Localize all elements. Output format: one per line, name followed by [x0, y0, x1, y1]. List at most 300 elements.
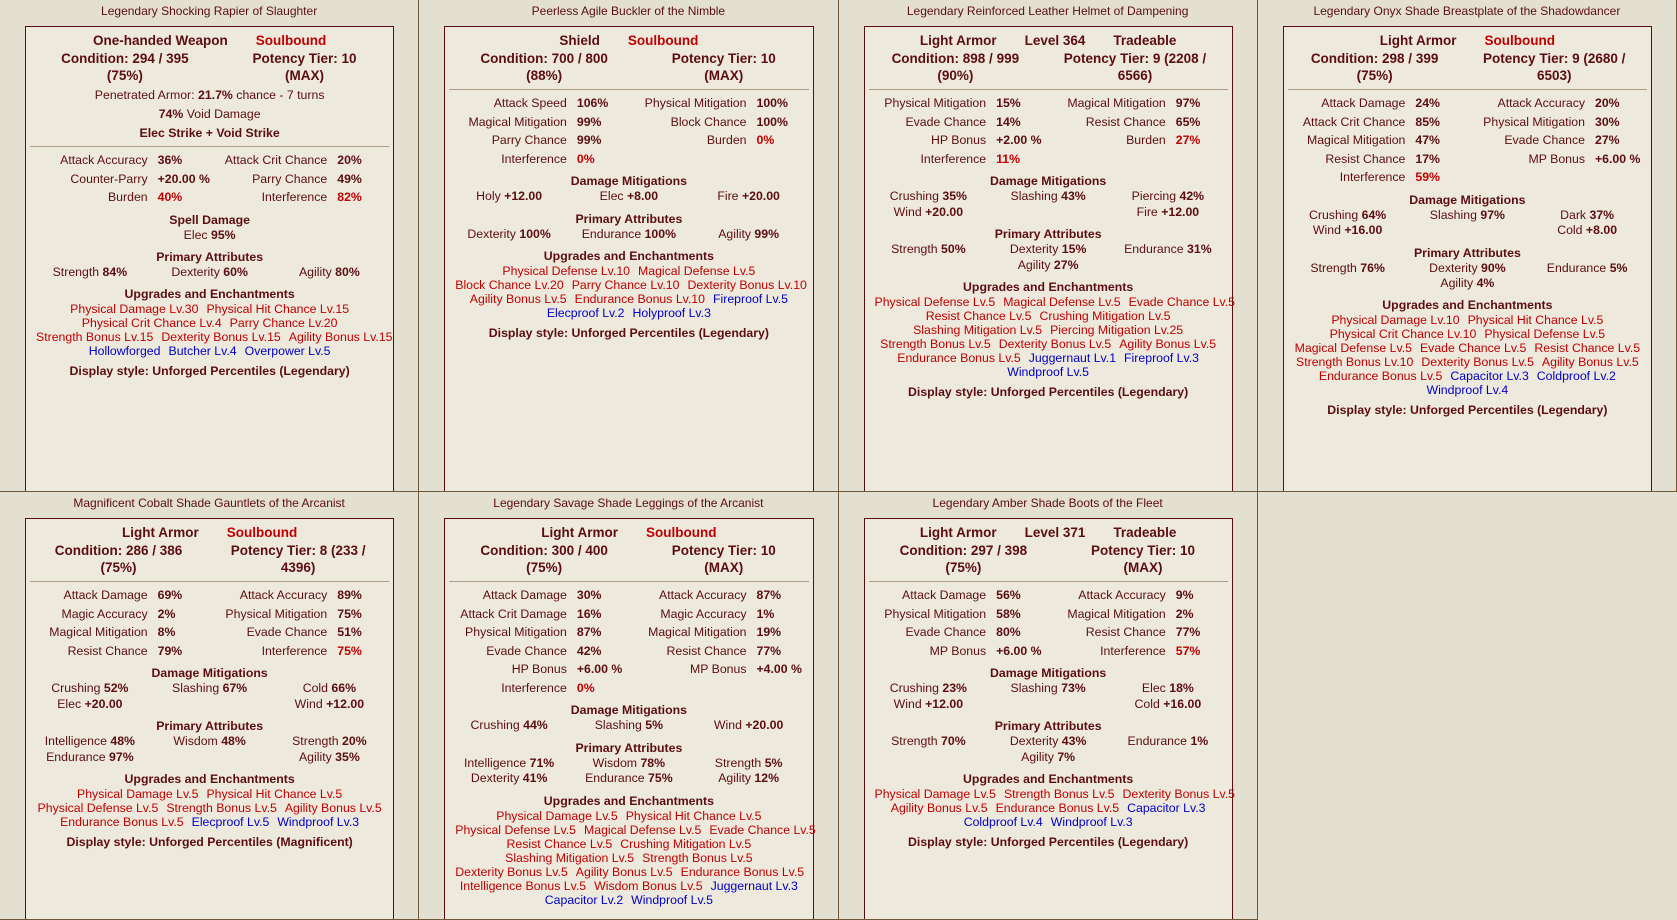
attribute-value: 80% — [335, 264, 360, 279]
enchant-item: Butcher Lv.4 — [168, 344, 237, 358]
enchant-item: Piercing Mitigation Lv.25 — [1050, 322, 1184, 337]
enchant-item: Dexterity Bonus Lv.10 — [687, 278, 807, 292]
stat-label: Attack Crit Chance — [224, 153, 328, 167]
attribute-cell: Crushing 35% — [889, 189, 967, 203]
enchant-row — [869, 323, 1228, 337]
attribute-value: 18% — [1169, 681, 1194, 695]
attribute-row — [449, 227, 808, 243]
stat-label: Magic Accuracy — [61, 606, 148, 621]
attribute-cell: Wind +20.00 — [713, 718, 784, 732]
attribute-cell: Endurance 5% — [1546, 260, 1628, 275]
enchant-item: Agility Bonus Lv.5 — [284, 801, 382, 815]
divider — [1288, 89, 1647, 90]
stat-value: +20.00 % — [157, 171, 210, 186]
stats-table — [869, 96, 1228, 167]
attribute-cell: Slashing 43% — [1010, 189, 1086, 203]
display-style: Display style: Unforged Percentiles (Legendary) — [1327, 403, 1608, 417]
attribute-cell: Fire +20.00 — [717, 189, 780, 203]
enchant-item: Windproof Lv.5 — [631, 892, 713, 907]
stat-label: Burden — [1126, 133, 1166, 147]
enchant-row — [449, 851, 808, 865]
item-title: Peerless Agile Buckler of the Nimble — [531, 4, 726, 18]
enchant-item: Physical Defense Lv.5 — [37, 801, 159, 815]
enchant-item: Hollowforged — [88, 344, 161, 358]
attribute-value: 50% — [941, 242, 966, 256]
attribute-value: 67% — [222, 681, 248, 695]
enchant-item: Endurance Bonus Lv.5 — [995, 800, 1120, 815]
stat-value: 99% — [576, 114, 602, 129]
attribute-value: 97% — [1480, 207, 1505, 222]
stat-value: 40% — [157, 190, 183, 204]
stats-table — [869, 588, 1228, 659]
attribute-value: 64% — [1361, 207, 1387, 222]
enchant-item: Strength Bonus Lv.15 — [36, 330, 154, 344]
empty-panel — [1258, 492, 1677, 920]
item-type: Shield — [559, 33, 600, 48]
item-type: Light Armor — [1379, 33, 1457, 48]
enchant-item: Intelligence Bonus Lv.5 — [459, 878, 587, 893]
attribute-row — [1288, 223, 1647, 239]
attribute-value: 1% — [1190, 734, 1209, 748]
enchant-item: Physical Damage Lv.30 — [70, 302, 199, 316]
attribute-value: 42% — [1179, 189, 1205, 203]
attribute-value: +20.00 — [925, 204, 964, 219]
section-title: Upgrades and Enchantments — [124, 772, 295, 786]
attribute-cell: Agility 80% — [298, 264, 360, 279]
item-header — [30, 31, 389, 50]
attribute-cell: Holy +12.00 — [476, 189, 543, 203]
attribute-cell: Agility 35% — [298, 749, 360, 764]
attribute-cell: Wisdom 48% — [173, 734, 246, 748]
enchant-item: Physical Crit Chance Lv.4 — [81, 316, 222, 330]
stat-label — [1467, 170, 1595, 186]
stat-value: 2% — [1175, 606, 1194, 621]
item-status: Soulbound — [646, 525, 717, 540]
attribute-line: Elec 95% — [183, 227, 236, 242]
enchant-item: Strength Bonus Lv.5 — [166, 801, 277, 815]
stat-label: MP Bonus — [929, 643, 987, 658]
divider — [30, 581, 389, 582]
item-card — [864, 518, 1236, 919]
attribute-cell: Elec +8.00 — [599, 189, 659, 203]
enchant-row — [869, 801, 1228, 815]
stat-label: Physical Mitigation — [465, 625, 567, 639]
stat-value: 87% — [576, 625, 602, 639]
attribute-value: +20.00 — [745, 718, 784, 732]
item-status: Soulbound — [627, 33, 699, 48]
stat-label: Evade Chance — [486, 643, 567, 658]
stat-label: Interference — [501, 680, 567, 695]
attribute-value: 7% — [1057, 749, 1076, 764]
stat-value: 27% — [1175, 133, 1201, 147]
divider — [869, 581, 1228, 582]
condition-text: Condition: 297 / 398 (75%) — [899, 543, 1028, 575]
enchant-item: Endurance Bonus Lv.5 — [680, 864, 805, 879]
section-title: Damage Mitigations — [570, 174, 687, 188]
enchant-item: Capacitor Lv.3 — [1127, 800, 1206, 815]
item-type: One-handed Weapon — [93, 33, 228, 48]
item-panel — [0, 492, 419, 920]
attribute-cell: Elec 18% — [1141, 681, 1194, 695]
attribute-cell: Endurance 1% — [1127, 734, 1209, 748]
enchant-item: Physical Hit Chance Lv.5 — [1467, 313, 1604, 327]
enchant-row — [30, 815, 389, 829]
stat-label: Attack Accuracy — [1078, 588, 1166, 602]
enchant-item: Strength Bonus Lv.5 — [1003, 786, 1115, 801]
potency-text: Potency Tier: 10 (MAX) — [671, 543, 776, 575]
attribute-row — [449, 756, 808, 772]
stats-table — [30, 588, 389, 659]
stat-label: Interference — [920, 151, 987, 166]
enchant-item: Physical Defense Lv.5 — [874, 294, 996, 309]
enchant-item: Physical Hit Chance Lv.5 — [625, 808, 762, 823]
item-card — [444, 518, 816, 919]
stat-value: 100% — [756, 96, 788, 110]
section-title: Upgrades and Enchantments — [1382, 298, 1553, 312]
item-status: Soulbound — [255, 33, 327, 48]
enchant-item: Parry Chance Lv.20 — [229, 316, 338, 330]
stat-value: 15% — [996, 96, 1021, 110]
attribute-cell: Dexterity 60% — [171, 264, 248, 279]
stat-label: Evade Chance — [246, 625, 328, 639]
attribute-row — [869, 734, 1228, 750]
enchant-row — [30, 801, 389, 815]
stat-label: Resist Chance — [1085, 625, 1166, 639]
item-condition-row — [1288, 50, 1647, 84]
stat-value: 65% — [1175, 114, 1201, 129]
item-header — [869, 523, 1228, 542]
stat-label: Magical Mitigation — [1067, 96, 1166, 110]
condition-text: Condition: 700 / 800 (88%) — [480, 51, 608, 83]
stat-value: +6.00 % — [1595, 151, 1641, 166]
item-status: Tradeable — [1113, 33, 1177, 48]
enchant-row — [1288, 355, 1647, 369]
attribute-cell — [1408, 223, 1528, 239]
stat-value: 100% — [756, 114, 788, 129]
item-effect-line: Penetrated Armor: 21.7% chance - 7 turns — [94, 88, 325, 102]
stats-table — [449, 588, 808, 696]
enchant-row — [449, 822, 816, 837]
attribute-value: 52% — [103, 681, 129, 695]
stat-label: Interference — [261, 643, 328, 658]
effect-value: Elec Strike + Void Strike — [139, 126, 280, 140]
stat-value — [757, 681, 809, 697]
attribute-value: 43% — [1061, 189, 1086, 203]
stat-value: 17% — [1415, 151, 1440, 166]
attribute-cell: Intelligence 71% — [463, 755, 555, 770]
attribute-value: 84% — [102, 264, 128, 279]
section-title: Upgrades and Enchantments — [543, 249, 714, 263]
attribute-cell: Dexterity 90% — [1429, 260, 1506, 275]
enchant-item: Physical Damage Lv.10 — [1331, 313, 1460, 327]
stat-label: MP Bonus — [689, 662, 747, 676]
item-title: Magnificent Cobalt Shade Gauntlets of the Arcanist — [73, 496, 345, 510]
enchant-item: Endurance Bonus Lv.5 — [60, 815, 184, 829]
enchant-item: Evade Chance Lv.5 — [709, 822, 816, 837]
display-style: Display style: Unforged Percentiles (Legendary) — [69, 364, 350, 378]
enchant-row — [449, 879, 808, 893]
section-title: Upgrades and Enchantments — [963, 279, 1134, 294]
enchant-item: Endurance Bonus Lv.10 — [574, 292, 705, 306]
enchant-item: Juggernaut Lv.3 — [710, 878, 798, 893]
attribute-cell: Strength 50% — [891, 242, 966, 256]
section-title: Primary Attributes — [575, 211, 683, 226]
enchant-item: Evade Chance Lv.5 — [1128, 294, 1236, 309]
stat-value: 11% — [996, 151, 1021, 166]
stat-value: 1% — [756, 606, 775, 621]
stat-value: 79% — [157, 643, 183, 658]
attribute-value: +12.00 — [504, 189, 543, 203]
stat-label — [629, 681, 757, 697]
potency-text: Potency Tier: 9 (2208 / 6566) — [1063, 51, 1207, 83]
enchant-row — [449, 292, 808, 306]
divider — [869, 89, 1228, 90]
attribute-value: 41% — [522, 771, 548, 785]
attribute-cell: Crushing 44% — [470, 718, 548, 732]
stat-label: Attack Accuracy — [1497, 96, 1585, 110]
attribute-row — [869, 189, 1228, 205]
attribute-line: Agility 4% — [1440, 276, 1495, 290]
stat-value: 9% — [1175, 588, 1194, 602]
enchant-row — [449, 893, 808, 907]
stat-label: Counter-Parry — [70, 171, 148, 186]
enchant-item: Magical Defense Lv.5 — [638, 264, 756, 278]
enchant-item: Agility Bonus Lv.5 — [575, 864, 673, 879]
stat-label: Magical Mitigation — [468, 114, 567, 129]
attribute-value: 100% — [644, 226, 677, 241]
attribute-value: 37% — [1589, 207, 1615, 222]
item-header — [869, 31, 1228, 50]
display-style: Display style: Unforged Percentiles (Legendary) — [488, 326, 769, 340]
enchant-item: Slashing Mitigation Lv.5 — [505, 850, 635, 865]
attribute-value: +8.00 — [1585, 223, 1618, 237]
enchant-row — [30, 316, 389, 330]
enchant-item: Physical Damage Lv.5 — [874, 786, 996, 801]
stat-value: 51% — [337, 625, 362, 639]
section-title: Primary Attributes — [156, 719, 264, 733]
potency-text: Potency Tier: 10 (MAX) — [252, 51, 357, 83]
enchant-item: Agility Bonus Lv.15 — [288, 330, 393, 344]
stat-label: Resist Chance — [1085, 114, 1166, 129]
section-title: Damage Mitigations — [1409, 192, 1526, 207]
enchant-row — [869, 815, 1228, 829]
attribute-value: +16.00 — [1163, 696, 1202, 711]
stat-value: 69% — [157, 588, 183, 602]
attribute-value: +12.00 — [326, 696, 365, 711]
display-style: Display style: Unforged Percentiles (Legendary) — [908, 834, 1189, 849]
section-title: Primary Attributes — [994, 227, 1102, 241]
attribute-row — [1288, 261, 1647, 277]
item-condition-row — [869, 50, 1228, 84]
attribute-row — [449, 771, 808, 787]
attribute-value: 15% — [1061, 242, 1087, 256]
attribute-cell: Elec +20.00 — [57, 696, 123, 711]
stat-value: +2.00 % — [996, 133, 1042, 147]
enchant-item: Coldproof Lv.2 — [1536, 369, 1616, 383]
attribute-cell: Strength 76% — [1310, 260, 1385, 275]
condition-text: Condition: 294 / 395 (75%) — [61, 51, 189, 83]
enchant-item: Windproof Lv.3 — [1050, 814, 1133, 829]
stat-value: 89% — [337, 588, 362, 602]
enchant-item: Dexterity Bonus Lv.5 — [455, 864, 568, 879]
stat-label: Physical Mitigation — [1483, 114, 1585, 129]
stat-value — [757, 152, 809, 168]
enchant-item: Resist Chance Lv.5 — [506, 836, 613, 851]
enchant-row — [869, 294, 1236, 309]
potency-text: Potency Tier: 9 (2680 / 6503) — [1483, 51, 1626, 83]
stat-label: Attack Damage — [63, 588, 148, 602]
divider — [449, 581, 808, 582]
attribute-value: 97% — [109, 749, 134, 764]
stat-value: 36% — [157, 153, 183, 167]
stat-label: Burden — [706, 133, 747, 147]
stat-value: 87% — [756, 588, 782, 602]
stat-label: Magical Mitigation — [1306, 133, 1406, 147]
attribute-cell: Wind +16.00 — [1312, 223, 1383, 237]
enchant-item: Windproof Lv.4 — [1426, 383, 1509, 397]
attribute-cell — [988, 205, 1108, 221]
stat-value: 57% — [1175, 643, 1201, 658]
attribute-cell: Crushing 52% — [51, 681, 129, 695]
item-title: Legendary Amber Shade Boots of the Fleet — [932, 496, 1163, 510]
attribute-value: 70% — [941, 734, 966, 748]
section-title: Damage Mitigations — [990, 666, 1107, 680]
attribute-value: 100% — [519, 226, 551, 241]
stat-label — [1048, 152, 1176, 168]
condition-text: Condition: 298 / 399 (75%) — [1310, 51, 1439, 83]
stat-value: 85% — [1415, 114, 1440, 129]
stat-value: 77% — [1175, 625, 1201, 639]
item-card — [25, 518, 394, 919]
enchant-item: Magical Defense Lv.5 — [1003, 294, 1121, 309]
item-type: Light Armor — [541, 525, 618, 540]
stat-label: Interference — [261, 190, 328, 204]
stat-value: 58% — [996, 606, 1021, 621]
attribute-cell: Endurance 97% — [46, 749, 134, 764]
stat-label: Parry Chance — [252, 171, 328, 186]
item-header — [449, 31, 808, 50]
enchant-item: Physical Defense Lv.5 — [1484, 327, 1606, 341]
potency-text: Potency Tier: 10 (MAX) — [671, 51, 776, 83]
item-panel — [839, 0, 1258, 492]
stat-label: Evade Chance — [1504, 133, 1585, 147]
attribute-value: +12.00 — [925, 696, 964, 711]
enchant-item: Elecproof Lv.2 — [546, 306, 625, 320]
item-panel — [0, 0, 419, 492]
item-title: Legendary Onyx Shade Breastplate of the Shadowdancer — [1313, 4, 1621, 18]
stat-value: 59% — [1415, 170, 1440, 184]
stat-label: Resist Chance — [67, 643, 148, 658]
item-panel — [419, 0, 838, 492]
section-title: Primary Attributes — [994, 719, 1102, 733]
stat-label: Magical Mitigation — [49, 625, 148, 639]
display-style: Display style: Unforged Percentiles (Legendary) — [908, 384, 1189, 399]
enchant-item: Agility Bonus Lv.5 — [469, 292, 567, 306]
attribute-value: 20% — [342, 734, 367, 748]
display-style: Display style: Unforged Percentiles (Magnificent) — [66, 835, 353, 849]
item-status: Soulbound — [226, 525, 298, 540]
attribute-value: 5% — [764, 755, 783, 770]
enchant-row — [30, 344, 389, 358]
enchant-item: Endurance Bonus Lv.5 — [1318, 369, 1443, 383]
attribute-value: 90% — [1481, 260, 1506, 275]
attribute-cell: Dexterity 41% — [470, 771, 548, 785]
enchant-row — [449, 264, 808, 278]
enchant-row — [449, 837, 808, 851]
stat-label: Physical Mitigation — [884, 606, 987, 621]
item-title: Legendary Savage Shade Leggings of the Arcanist — [493, 496, 764, 510]
attribute-cell: Endurance 100% — [581, 226, 677, 241]
enchant-item: Agility Bonus Lv.5 — [1541, 355, 1639, 369]
attribute-value: 95% — [210, 227, 236, 242]
enchant-item: Juggernaut Lv.1 — [1028, 350, 1117, 365]
stat-label: Physical Mitigation — [884, 96, 987, 110]
section-title: Spell Damage — [169, 212, 250, 227]
stat-value: 75% — [337, 606, 362, 621]
attribute-value: 71% — [529, 755, 555, 770]
enchant-row — [869, 351, 1228, 365]
stats-table — [449, 96, 808, 167]
attribute-value: +12.00 — [1161, 204, 1200, 219]
attribute-cell: Dexterity 43% — [1009, 734, 1087, 748]
enchant-row — [869, 337, 1228, 351]
stat-label: MP Bonus — [1528, 151, 1585, 166]
stat-label: Interference — [1339, 170, 1406, 184]
enchant-row — [449, 278, 808, 292]
stat-value: 56% — [996, 588, 1021, 602]
stat-value: 77% — [756, 643, 782, 658]
attribute-cell — [988, 697, 1108, 713]
stat-label: Attack Damage — [482, 588, 567, 602]
enchant-item: Endurance Bonus Lv.5 — [897, 350, 1021, 365]
stat-value: 20% — [337, 153, 362, 167]
stat-value: 99% — [576, 133, 602, 147]
enchant-row — [1288, 341, 1647, 355]
stat-value: 30% — [1595, 114, 1620, 129]
enchant-item: Physical Hit Chance Lv.15 — [206, 302, 350, 316]
attribute-cell: Strength 84% — [52, 264, 128, 279]
stat-value: 0% — [576, 151, 595, 166]
stat-label: Burden — [107, 190, 148, 204]
stat-label: Attack Crit Chance — [1302, 114, 1406, 129]
stat-value: 49% — [337, 171, 362, 186]
item-card — [444, 26, 813, 491]
stat-label: Attack Accuracy — [60, 153, 148, 167]
enchant-item: Capacitor Lv.3 — [1450, 369, 1529, 383]
stat-value: 20% — [1595, 96, 1620, 110]
enchant-item: Resist Chance Lv.5 — [1534, 341, 1641, 355]
attribute-cell: Slashing 73% — [1010, 681, 1086, 695]
stat-label: Resist Chance — [666, 643, 747, 658]
attribute-cell — [150, 697, 270, 713]
attribute-row — [869, 205, 1228, 221]
enchant-item: Windproof Lv.3 — [277, 815, 360, 829]
attribute-value: +8.00 — [626, 189, 659, 203]
stat-label: Attack Accuracy — [659, 588, 747, 602]
attribute-cell: Cold +8.00 — [1557, 223, 1618, 237]
enchant-item: Elecproof Lv.5 — [191, 815, 270, 829]
enchant-row — [449, 809, 808, 823]
attribute-value: 43% — [1061, 734, 1087, 748]
attribute-row — [869, 242, 1228, 258]
enchant-item: Parry Chance Lv.10 — [571, 278, 680, 292]
attribute-row — [30, 681, 389, 697]
enchant-item: Strength Bonus Lv.5 — [880, 336, 991, 351]
enchant-item: Slashing Mitigation Lv.5 — [913, 322, 1043, 337]
stat-label: Resist Chance — [1325, 151, 1406, 166]
item-level: Level 371 — [1024, 525, 1086, 540]
item-header — [30, 523, 389, 542]
